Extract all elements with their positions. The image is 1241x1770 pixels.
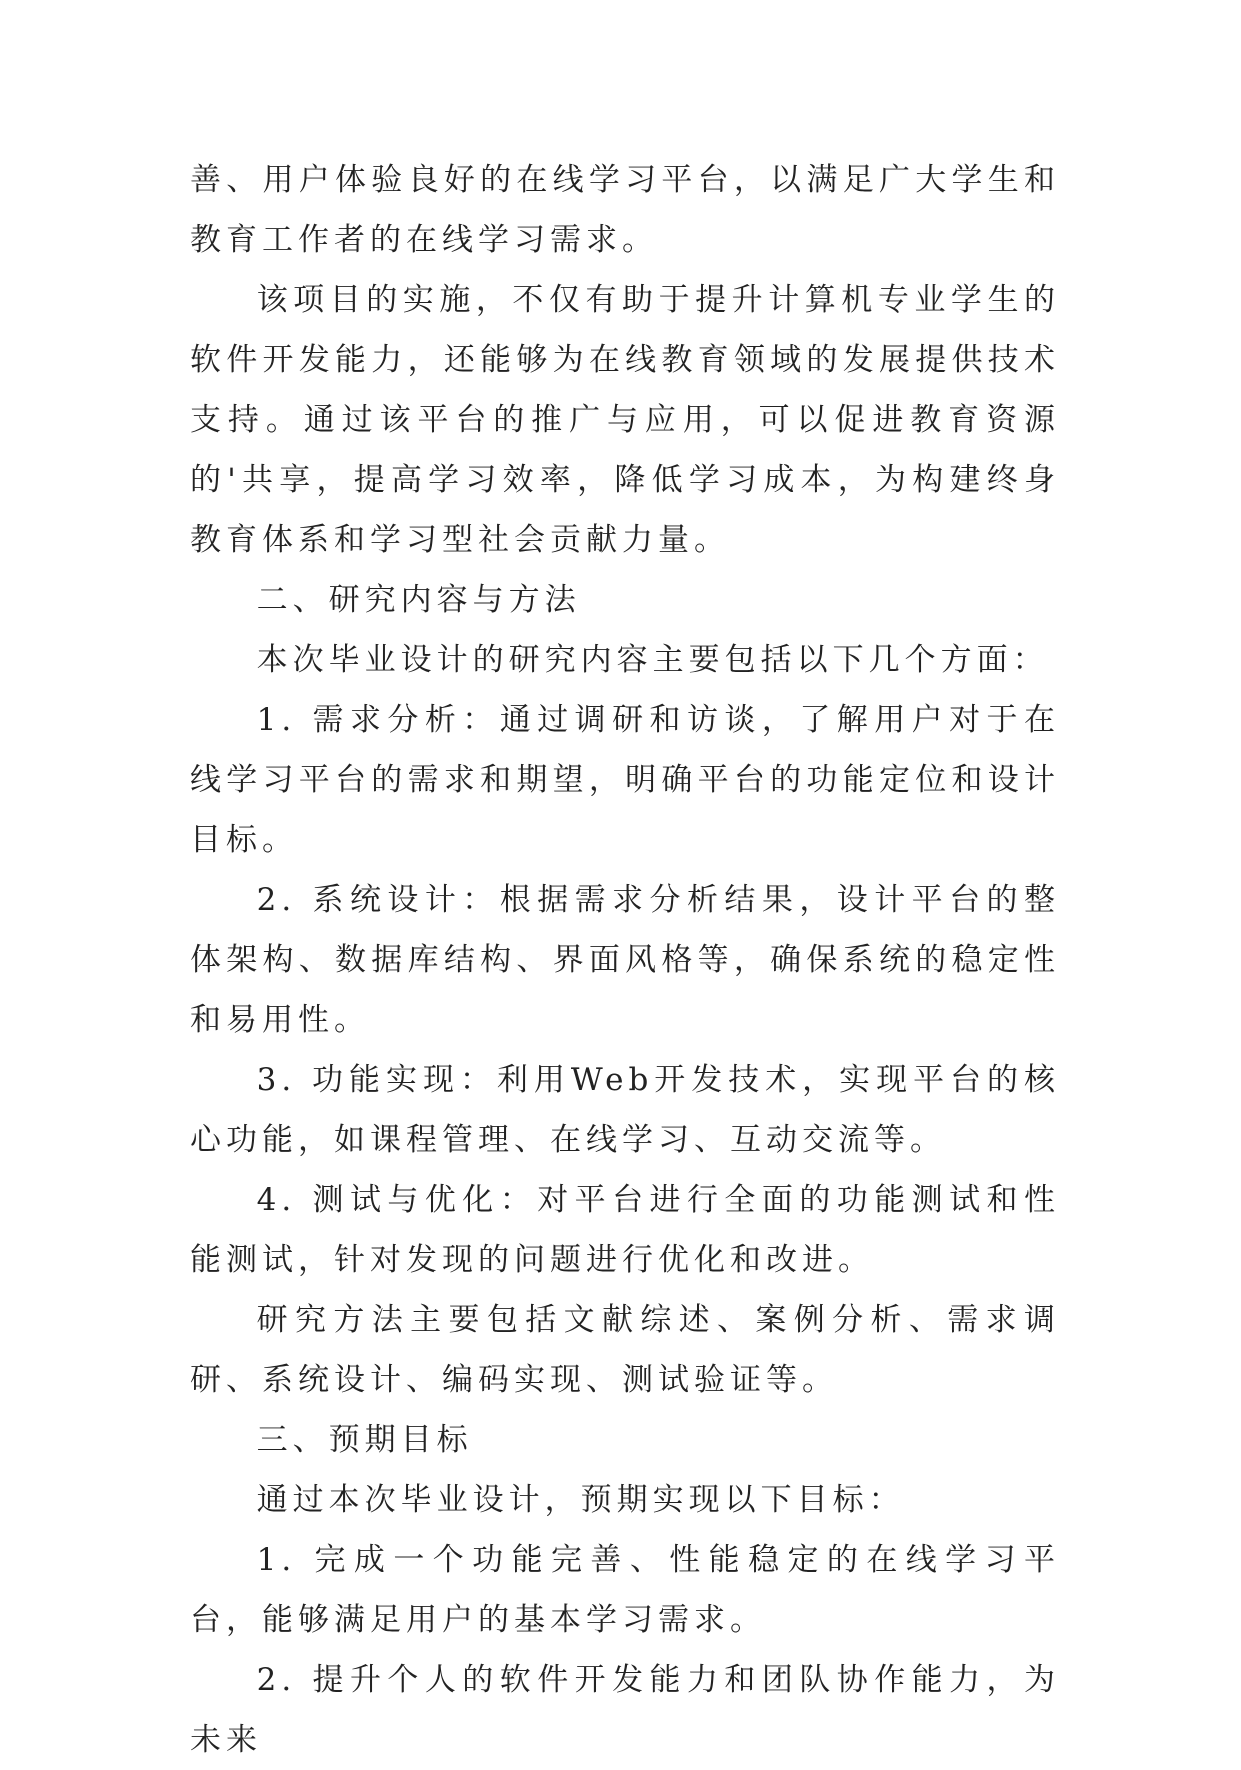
list-item-goal-platform: 1. 完成一个功能完善、性能稳定的在线学习平台，能够满足用户的基本学习需求。 (190, 1542, 1060, 1638)
paragraph-continued: 善、用户体验良好的在线学习平台，以满足广大学生和教育工作者的在线学习需求。 (190, 162, 1060, 258)
list-item-requirements-analysis: 1. 需求分析：通过调研和访谈，了解用户对于在线学习平台的需求和期望，明确平台的功能定位和设计目标。 (190, 702, 1060, 858)
section-heading-expected-goals: 三、预期目标 (256, 1422, 473, 1458)
list-item-testing-optimization: 4. 测试与优化：对平台进行全面的功能测试和性能测试，针对发现的问题进行优化和改进。 (190, 1182, 1060, 1278)
paragraph-goals-intro: 通过本次毕业设计，预期实现以下目标： (256, 1482, 905, 1518)
body-text (190, 150, 1060, 1770)
list-item-system-design: 2. 系统设计：根据需求分析结果，设计平台的整体架构、数据库结构、界面风格等，确保系统的稳定性和易用性。 (190, 882, 1060, 1038)
paragraph-research-methods: 研究方法主要包括文献综述、案例分析、需求调研、系统设计、编码实现、测试验证等。 (190, 1302, 1060, 1398)
list-item-goal-skills: 2. 提升个人的软件开发能力和团队协作能力，为未来 (190, 1662, 1060, 1758)
section-heading-research-content: 二、研究内容与方法 (256, 582, 581, 618)
list-item-feature-implementation: 3. 功能实现：利用Web开发技术，实现平台的核心功能，如课程管理、在线学习、互动交流等。 (190, 1062, 1060, 1158)
paragraph-project-significance: 该项目的实施，不仅有助于提升计算机专业学生的软件开发能力，还能够为在线教育领域的发展提供技术支持。通过该平台的推广与应用，可以促进教育资源的'共享，提高学习效率，降低学习成本，为构建终身教育体系和学习型社会贡献力量。 (190, 282, 1060, 558)
paragraph-research-intro: 本次毕业设计的研究内容主要包括以下几个方面： (256, 642, 1049, 678)
